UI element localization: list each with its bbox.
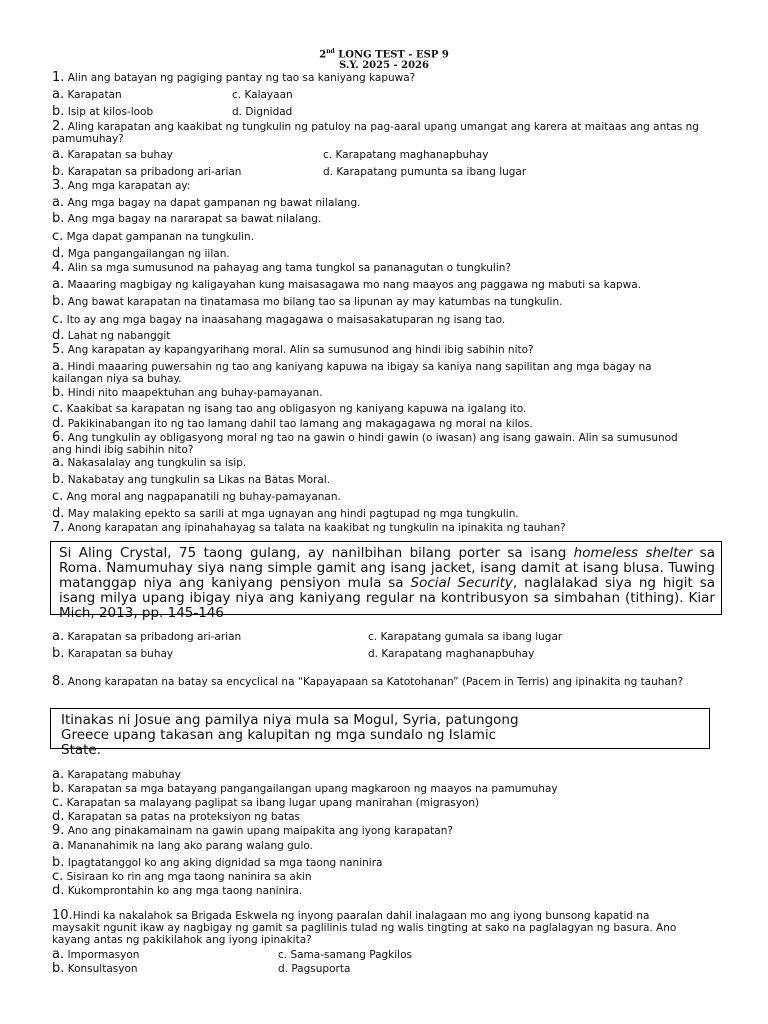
q9-option-b: b. Ipagtatanggol ko ang aking dignidad sa mga taong naninira — [52, 855, 383, 870]
question-6: 6. Ang tungkulin ay obligasyong moral ng tao na gawin o hindi gawin (o iwasan) ang isang gawain. Alin sa sumusunod ang hindi ibig sabihin nito? — [52, 430, 678, 456]
q4-option-d: d. Lahat ng nabanggit — [52, 328, 171, 343]
q2-option-b: b. Karapatan sa pribadong ari-arian — [52, 164, 242, 179]
q3-option-a: a. Ang mga bagay na dapat gampanan ng bawat nilalang. — [52, 195, 361, 210]
q8-option-a: a. Karapatang mabuhay — [52, 767, 181, 782]
question-2: 2. Aling karapatan ang kaakibat ng tungkulin ng patuloy na pag-aaral upang umangat ang karera at maitaas ang antas ng pamumuhay? — [52, 119, 699, 145]
q1-option-a: a. Karapatan — [52, 87, 122, 102]
q10-option-c: c. Sama-samang Pagkilos — [278, 949, 412, 961]
q10-option-a: a. Impormasyon — [52, 947, 140, 962]
q10-option-d: d. Pagsuporta — [278, 963, 351, 975]
q6-option-d: d. May malaking epekto sa sarili at mga ugnayan ang hindi pagtupad ng mga tungkulin. — [52, 506, 519, 521]
q6-option-a: a. Nakasalalay ang tungkulin sa isip. — [52, 455, 247, 470]
q1-option-c: c. Kalayaan — [232, 89, 293, 101]
test-title: 2nd LONG TEST - ESP 9 — [319, 48, 449, 61]
q8-option-b: b. Karapatan sa mga batayang pangangailangan upang magkaroon ng maayos na pamumuhay — [52, 781, 558, 796]
passage-box-q8: Itinakas ni Josue ang pamilya niya mula sa Mogul, Syria, patungong Greece upang takasan ang kalupitan ng mga sundalo ng Islamic State. — [50, 708, 710, 749]
q4-option-c: c. Ito ay ang mga bagay na inaasahang magagawa o maisasakatuparan ng isang tao. — [52, 312, 506, 327]
q7-option-b: b. Karapatan sa buhay — [52, 646, 174, 661]
q6-option-b: b. Nakabatay ang tungkulin sa Likas na Batas Moral. — [52, 472, 331, 487]
q3-option-c: c. Mga dapat gampanan na tungkulin. — [52, 229, 255, 244]
question-5: 5. Ang karapatan ay kapangyarihang moral. Alin sa sumusunod ang hindi ibig sabihin nito? — [52, 342, 534, 357]
q6-option-c: c. Ang moral ang nagpapanatili ng buhay-pamayanan. — [52, 489, 341, 504]
school-year: S.Y. 2025 - 2026 — [339, 60, 429, 71]
q2-option-d: d. Karapatang pumunta sa ibang lugar — [323, 166, 527, 178]
q5-option-a: a. Hindi maaaring puwersahin ng tao ang kaniyang kapuwa na ibigay sa kaniya nang sapilitan ang mga bagay na kailangan niya sa buhay. — [52, 359, 652, 385]
q9-option-d: d. Kukomprontahin ko ang mga taong naninira. — [52, 883, 303, 898]
question-9: 9. Ano ang pinakamainam na gawin upang maipakita ang iyong karapatan? — [52, 823, 453, 838]
question-1: 1. Alin ang batayan ng pagiging pantay ng tao sa kaniyang kapuwa? — [52, 70, 416, 85]
question-10: 10.Hindi ka nakalahok sa Brigada Eskwela ng inyong paaralan dahil inalagaan mo ang iyong bunsong kapatid na maysakit ngunit ikaw ay nagbigay ng gamit sa paglilinis tulad ng walis tingting at sako na paglalagyan ng basura. Ano kayang antas ng pakikilahok ang iyong ipinakita? — [52, 908, 677, 946]
q5-option-d: d. Pakikinabangan ito ng tao lamang dahil tao lamang ang makagagawa ng moral na kilos. — [52, 416, 533, 431]
q9-option-a: a. Mananahimik na lang ako parang walang gulo. — [52, 838, 313, 853]
question-7: 7. Anong karapatan ang ipinahahayag sa talata na kaakibat ng tungkulin na ipinakita ng tauhan? — [52, 520, 566, 535]
q5-option-c: c. Kaakibat sa karapatan ng isang tao ang obligasyon ng kaniyang kapuwa na igalang ito. — [52, 401, 527, 416]
q7-option-c: c. Karapatang gumala sa ibang lugar — [368, 631, 563, 643]
question-4: 4. Alin sa mga sumusunod na pahayag ang tama tungkol sa pananagutan o tungkulin? — [52, 260, 511, 275]
q8-option-c: c. Karapatan sa malayang paglipat sa ibang lugar upang manirahan (migrasyon) — [52, 795, 480, 810]
q3-option-b: b. Ang mga bagay na nararapat sa bawat nilalang. — [52, 211, 322, 226]
question-3: 3. Ang mga karapatan ay: — [52, 178, 191, 193]
q3-option-d: d. Mga pangangailangan ng iilan. — [52, 246, 230, 261]
q4-option-a: a. Maaaring magbigay ng kaligayahan kung maisasagawa mo nang maayos ang paggawa ng mabuti sa kapwa. — [52, 277, 642, 292]
q4-option-b: b. Ang bawat karapatan na tinatamasa mo bilang tao sa lipunan ay may katumbas na tungkulin. — [52, 294, 563, 309]
passage-box-q7: Si Aling Crystal, 75 taong gulang, ay nanilbihan bilang porter sa isang homeless shelter sa Roma. Namumuhay siya nang simple gamit ang isang jacket, isang damit at isang blusa. Tuwing matanggap niya ang kaniyang pensiyon mula sa Social Security, naglalakad siya ng higit sa isang milya upang ibigay niya ang kaniyang regular na kontribusyon sa simbahan (tithing). Kiar Mich, 2013, pp. 145-146 — [50, 541, 722, 615]
q1-option-d: d. Dignidad — [232, 106, 293, 118]
q9-option-c: c. Sisiraan ko rin ang mga taong naninira sa akin — [52, 869, 312, 884]
q5-option-b: b. Hindi nito maapektuhan ang buhay-pamayanan. — [52, 385, 323, 400]
q7-option-a: a. Karapatan sa pribadong ari-arian — [52, 629, 242, 644]
q2-option-a: a. Karapatan sa buhay — [52, 147, 173, 162]
q10-option-b: b. Konsultasyon — [52, 961, 138, 976]
question-8: 8. Anong karapatan na batay sa encyclical na “Kapayapaan sa Katotohanan” (Pacem in Terris) ang ipinakita ng tauhan? — [52, 674, 684, 689]
q1-option-b: b. Isip at kilos-loob — [52, 104, 154, 119]
q2-option-c: c. Karapatang maghanapbuhay — [323, 149, 489, 161]
q8-option-d: d. Karapatan sa patas na proteksiyon ng batas — [52, 809, 301, 824]
q7-option-d: d. Karapatang maghanapbuhay — [368, 648, 535, 660]
